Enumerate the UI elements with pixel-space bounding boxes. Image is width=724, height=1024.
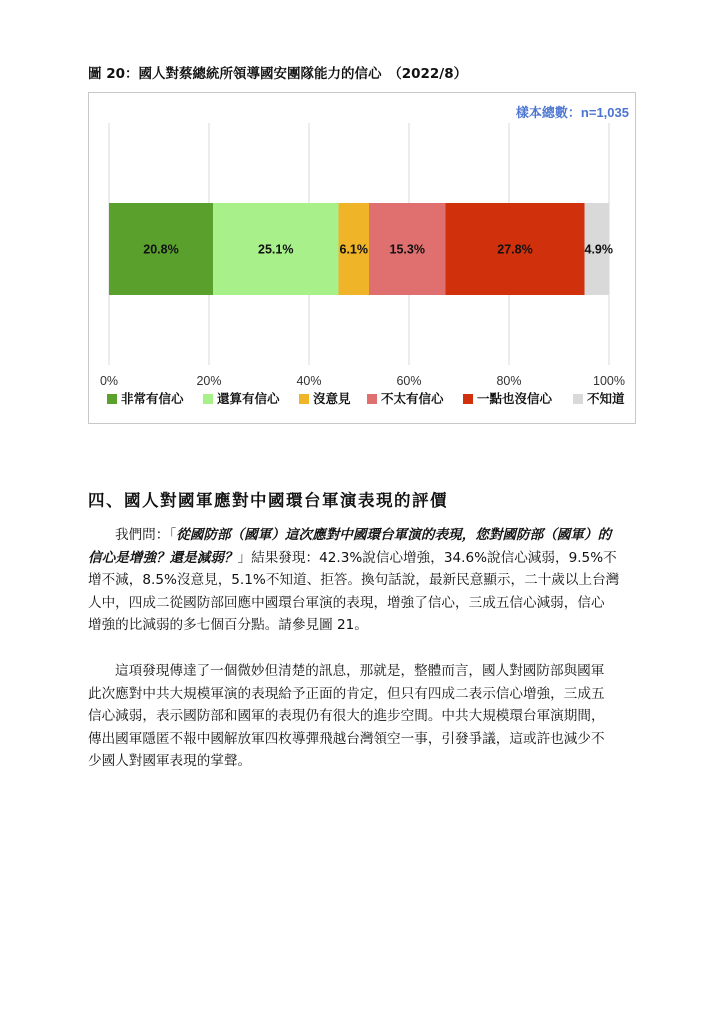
- paragraph-2-line-1: 這項發現傳達了一個微妙但清楚的訊息，那就是，整體而言，國人對國防部與國軍: [115, 663, 605, 679]
- bar-data-label: 6.1%: [339, 242, 368, 257]
- bar-data-label: 4.9%: [584, 242, 613, 257]
- legend-label: 還算有信心: [217, 391, 280, 406]
- section-title: 四、國人對國軍應對中國環台軍演表現的評價: [88, 491, 448, 510]
- stacked-bar-chart: [89, 93, 637, 425]
- legend-swatch: [299, 394, 309, 404]
- paragraph-1-line-4: 人中，四成二從國防部回應中國環台軍演的表現，增強了信心，三成五信心減弱，信心: [88, 594, 605, 611]
- figure-caption: 圖 20：國人對蔡總統所領導國安團隊能力的信心 （2022/8）: [88, 66, 468, 82]
- paragraph-2-line-4: 傳出國軍隱匿不報中國解放軍四枚導彈飛越台灣領空一事，引發爭議，這或許也減少不: [88, 730, 605, 747]
- x-axis-ticks: [100, 374, 625, 388]
- legend-label: 不知道: [587, 391, 625, 406]
- bar-data-label: 27.8%: [497, 242, 533, 257]
- legend-label: 一點也沒信心: [477, 391, 553, 406]
- paragraph-1-line-5: 增強的比減弱的多七個百分點。請參見圖 21。: [88, 617, 368, 633]
- paragraph-1: [88, 524, 638, 637]
- x-tick-label: 20%: [196, 374, 222, 388]
- legend-swatch: [367, 394, 377, 404]
- legend-swatch: [107, 394, 117, 404]
- x-tick-label: 40%: [296, 374, 322, 388]
- legend-swatch: [463, 394, 473, 404]
- x-tick-label: 0%: [99, 374, 119, 388]
- results-text: 」結果發現：42.3%說信心增強，34.6%說信心減弱，9.5%不: [237, 549, 617, 566]
- paragraph-2-line-3: 信心減弱，表示國防部和國軍的表現仍有很大的進步空間。中共大規模環台軍演期間，: [88, 708, 605, 724]
- bar-data-label: 25.1%: [258, 242, 294, 257]
- legend-label: 沒意見: [313, 391, 351, 406]
- legend-label: 不太有信心: [381, 391, 444, 406]
- legend-swatch: [203, 394, 213, 404]
- chart-legend: [107, 391, 625, 406]
- x-tick-label: 80%: [496, 374, 522, 388]
- bar-data-label: 20.8%: [143, 242, 179, 257]
- paragraph-1-line-1: [88, 524, 638, 547]
- chart-container: [88, 92, 636, 424]
- x-tick-label: 100%: [593, 374, 625, 388]
- quote-open: 我們問：「: [115, 527, 177, 543]
- x-tick-label: 60%: [396, 374, 422, 388]
- bar-data-label: 15.3%: [389, 242, 425, 257]
- legend-swatch: [573, 394, 583, 404]
- paragraph-2: [88, 660, 638, 773]
- question-text-2: 信心是增強？還是減弱？: [88, 549, 238, 566]
- paragraph-1-line-2: [88, 547, 638, 570]
- paragraph-2-line-5: 少國人對國軍表現的掌聲。: [88, 753, 252, 769]
- paragraph-1-line-3: 增不減，8.5%沒意見，5.1%不知道、拒答。換句話說，最新民意顯示，二十歲以上台灣: [88, 572, 620, 588]
- paragraph-2-line-2: 此次應對中共大規模軍演的表現給予正面的肯定，但只有四成二表示信心增強，三成五: [88, 685, 605, 702]
- legend-label: 非常有信心: [121, 391, 184, 406]
- question-text-1: 從國防部（國軍）這次應對中國環台軍演的表現，您對國防部（國軍）的: [176, 527, 612, 543]
- sample-size-label: 樣本總數：n=1,035: [515, 105, 629, 120]
